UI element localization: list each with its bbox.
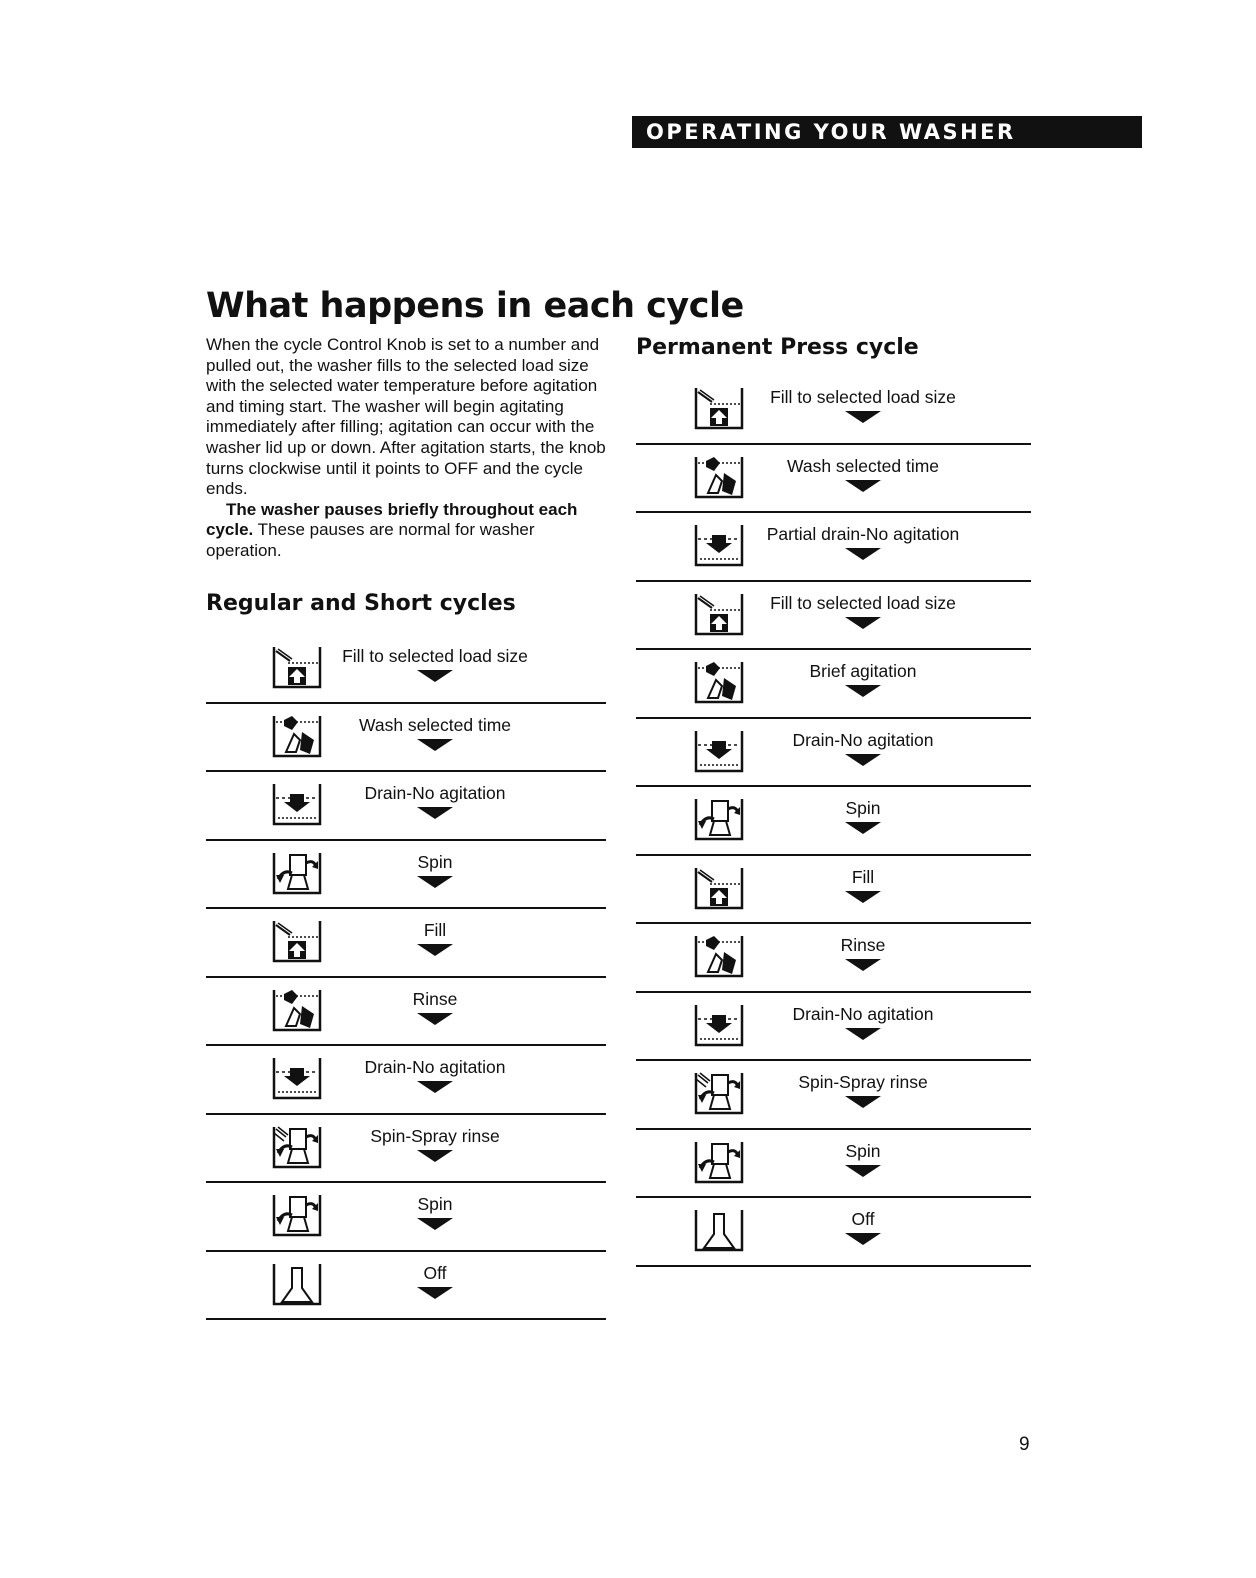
cycle-step (636, 993, 1031, 1062)
pause-note (206, 500, 606, 562)
cycle-step (636, 445, 1031, 514)
down-arrow-icon (417, 1217, 453, 1229)
down-arrow-icon (845, 410, 881, 422)
down-arrow-icon (845, 1095, 881, 1107)
down-arrow-icon (845, 821, 881, 833)
cycle-step (636, 924, 1031, 993)
step-label: Fill to selected load size (342, 646, 528, 666)
cycle-step (206, 841, 606, 910)
cycle-step (636, 856, 1031, 925)
step-label: Brief agitation (809, 661, 917, 681)
intro-text-block (206, 335, 606, 562)
step-label: Rinse (840, 935, 886, 955)
pause-note-text: These pauses are normal for washer operation. (206, 520, 535, 560)
step-label: Drain-No agitation (364, 1057, 506, 1077)
down-arrow-icon (845, 1164, 881, 1176)
step-label: Off (423, 1262, 447, 1283)
regular-cycle-heading: Regular and Short cycles (206, 591, 516, 616)
cycle-step (206, 1115, 606, 1184)
cycle-step (636, 513, 1031, 582)
down-arrow-icon (417, 875, 453, 887)
step-label: Spin-Spray rinse (370, 1125, 500, 1146)
step-label: Drain-No agitation (792, 729, 934, 750)
cycle-step (636, 1130, 1031, 1199)
cycle-step (206, 704, 606, 773)
down-arrow-icon (417, 1149, 453, 1161)
step-label: Rinse (412, 988, 458, 1009)
down-arrow-icon (845, 1232, 881, 1244)
down-arrow-icon (845, 958, 881, 970)
step-label: Drain-No agitation (364, 783, 506, 803)
cycle-step (206, 1046, 606, 1115)
step-label: Spin (417, 1194, 453, 1214)
step-label: Spin (417, 851, 453, 872)
cycle-step (636, 582, 1031, 651)
permanent-press-steps (636, 376, 1031, 1267)
down-arrow-icon (845, 616, 881, 628)
down-arrow-icon (417, 1286, 453, 1298)
cycle-step (206, 978, 606, 1047)
regular-cycle-steps (206, 635, 606, 1320)
down-arrow-icon (417, 806, 453, 818)
intro-paragraph: When the cycle Control Knob is set to a number and pulled out, the washer fills to the selected load size with the selected water temperature before agitation and timing start. The washer will begin agitating immediately after filling; agitation can occur with the washer lid up or down. After agitation starts, the knob turns clockwise until it points to OFF and the cycle ends. (206, 335, 606, 499)
down-arrow-icon (845, 479, 881, 491)
cycle-step (636, 787, 1031, 856)
page-title: What happens in each cycle (206, 286, 744, 326)
cycle-step (206, 1252, 606, 1321)
step-label: Spin (845, 1140, 881, 1161)
step-label: Fill to selected load size (770, 592, 956, 613)
step-label: Spin-Spray rinse (798, 1072, 928, 1092)
down-arrow-icon (845, 1027, 881, 1039)
cycle-step (206, 1183, 606, 1252)
step-label: Wash selected time (786, 455, 940, 476)
cycle-step (636, 1061, 1031, 1130)
down-arrow-icon (417, 1012, 453, 1024)
down-arrow-icon (417, 1080, 453, 1092)
pause-note-bold: The washer pauses briefly throughout each cycle. (206, 499, 578, 540)
step-label: Spin (845, 798, 881, 818)
step-label: Wash selected time (358, 714, 512, 735)
down-arrow-icon (845, 547, 881, 559)
down-arrow-icon (417, 669, 453, 681)
step-label: Fill (423, 920, 447, 940)
step-label: Fill (851, 866, 875, 887)
cycle-step (636, 719, 1031, 788)
cycle-step (206, 909, 606, 978)
step-label: Drain-No agitation (792, 1003, 934, 1024)
page-number: 9 (1019, 1434, 1030, 1455)
cycle-step (206, 772, 606, 841)
down-arrow-icon (417, 738, 453, 750)
cycle-step (636, 650, 1031, 719)
down-arrow-icon (845, 890, 881, 902)
down-arrow-icon (417, 943, 453, 955)
permanent-press-heading: Permanent Press cycle (636, 335, 919, 360)
section-banner: OPERATING YOUR WASHER (632, 116, 1142, 148)
cycle-step (636, 376, 1031, 445)
down-arrow-icon (845, 684, 881, 696)
step-label: Off (851, 1209, 875, 1229)
cycle-step (636, 1198, 1031, 1267)
down-arrow-icon (845, 753, 881, 765)
step-label: Fill to selected load size (770, 387, 956, 407)
cycle-step (206, 635, 606, 704)
step-label: Partial drain-No agitation (766, 524, 960, 544)
